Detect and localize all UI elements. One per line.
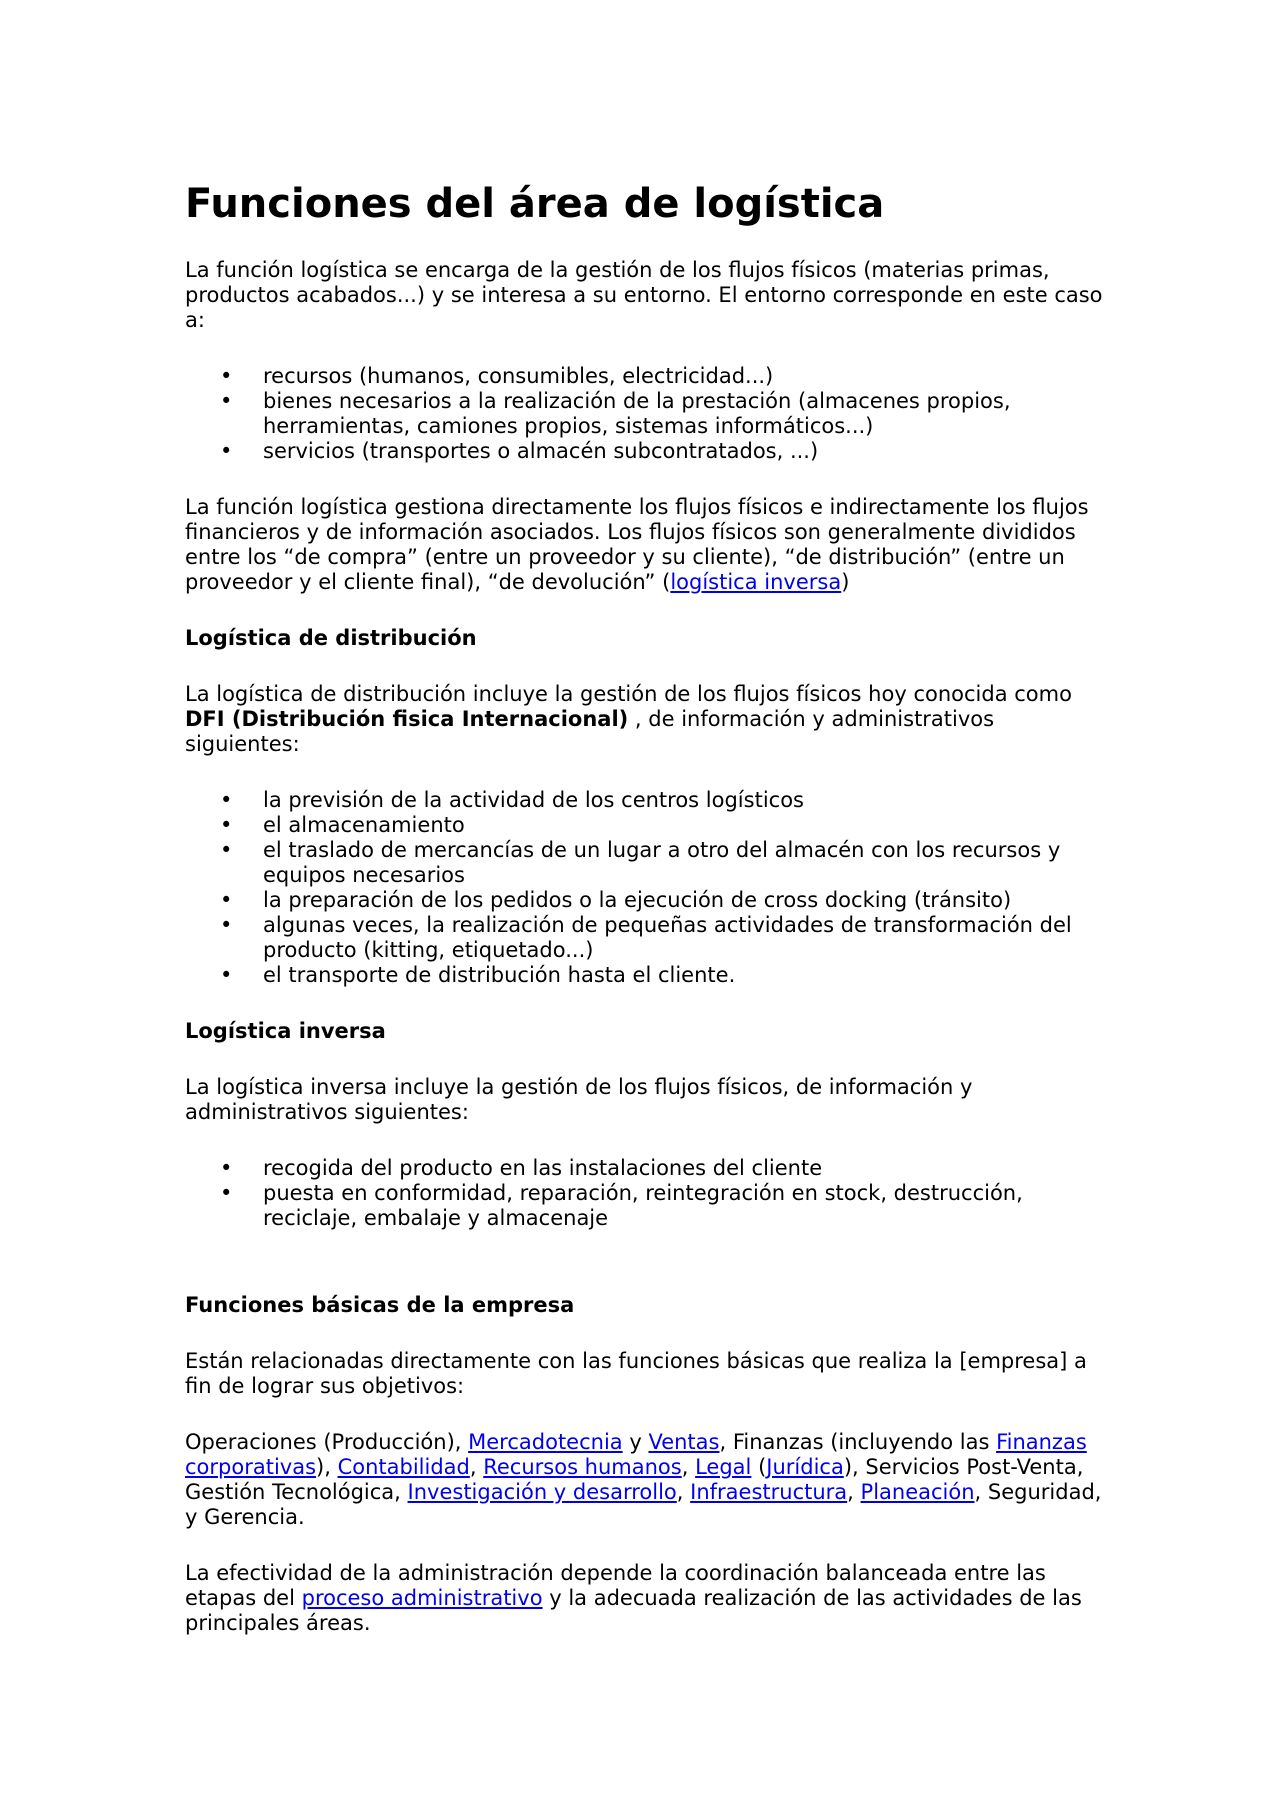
spacer — [185, 1262, 1115, 1293]
list-item: • recogida del producto en las instalaciones del cliente — [220, 1156, 823, 1180]
heading-inversa: Logística inversa — [185, 1019, 386, 1043]
link-planeacion[interactable]: Planeación — [860, 1480, 975, 1504]
bullet-icon: • — [220, 1181, 233, 1205]
link-logistica-inversa[interactable]: logística inversa — [670, 570, 842, 594]
list-item: • puesta en conformidad, reparación, reintegración en stock, destrucción, reciclaje, embalaje y almacenaje — [220, 1181, 1023, 1230]
list-item: • la preparación de los pedidos o la ejecución de cross docking (tránsito) — [220, 888, 1012, 912]
list-item: • bienes necesarios a la realización de la prestación (almacenes propios, herramientas, camiones propios, sistemas informáticos...) — [220, 389, 1011, 438]
bullet-icon: • — [220, 838, 233, 862]
link-finanzas-corporativas[interactable]: Finanzas corporativas — [185, 1430, 1087, 1479]
distribucion-list — [185, 788, 1115, 988]
link-contabilidad[interactable]: Contabilidad — [337, 1455, 470, 1479]
bullet-icon: • — [220, 913, 233, 937]
distribucion-paragraph: La logística de distribución incluye la gestión de los flujos físicos hoy conocida como DFI (Distribución fisica Internacional) , de información y administrativos siguientes: — [185, 682, 1072, 756]
bullet-icon: • — [220, 439, 233, 463]
inversa-paragraph: La logística inversa incluye la gestión de los flujos físicos, de información y administrativos siguientes: — [185, 1075, 973, 1124]
page-title: Funciones del área de logística — [185, 181, 885, 227]
bullet-icon: • — [220, 813, 233, 837]
list-item: • servicios (transportes o almacén subcontratados, ...) — [220, 439, 819, 463]
bullet-icon: • — [220, 1156, 233, 1180]
link-infraestructura[interactable]: Infraestructura — [690, 1480, 848, 1504]
bullet-icon: • — [220, 963, 233, 987]
entorno-list — [185, 364, 1115, 464]
bullet-icon: • — [220, 888, 233, 912]
bullet-icon: • — [220, 389, 233, 413]
heading-distribucion: Logística de distribución — [185, 626, 477, 650]
link-legal[interactable]: Legal — [695, 1455, 752, 1479]
dfi-bold: DFI (Distribución fisica Internacional) — [185, 707, 629, 731]
intro-paragraph: La función logística se encarga de la gestión de los flujos físicos (materias primas, productos acabados...) y se interesa a su entorno. El entorno corresponde en este caso a: — [185, 258, 1103, 332]
list-item: • recursos (humanos, consumibles, electricidad...) — [220, 364, 774, 388]
basicas-paragraph: Están relacionadas directamente con las funciones básicas que realiza la [empresa] a fin de lograr sus objetivos: — [185, 1349, 1087, 1398]
link-investigacion-desarrollo[interactable]: Investigación y desarrollo — [407, 1480, 677, 1504]
efectividad-paragraph: La efectividad de la administración depende la coordinación balanceada entre las etapas del proceso administrativo y la adecuada realización de las actividades de las principales áreas. — [185, 1561, 1082, 1635]
operaciones-paragraph: Operaciones (Producción), Mercadotecnia y Ventas, Finanzas (incluyendo las Finanzas corporativas), Contabilidad, Recursos humanos, Legal (Jurídica), Servicios Post-Venta, Gestión Tecnológica, Investigación y desarrollo, Infraestructura, Planeación, Seguridad, y Gerencia. — [185, 1430, 1102, 1529]
list-item: • algunas veces, la realización de pequeñas actividades de transformación del producto (kitting, etiquetado...) — [220, 913, 1072, 962]
bullet-icon: • — [220, 788, 233, 812]
link-recursos-humanos[interactable]: Recursos humanos — [483, 1455, 682, 1479]
list-item: • la previsión de la actividad de los centros logísticos — [220, 788, 804, 812]
link-mercadotecnia[interactable]: Mercadotecnia — [468, 1430, 623, 1454]
heading-funciones-basicas: Funciones básicas de la empresa — [185, 1293, 575, 1317]
inversa-list — [185, 1156, 1115, 1231]
link-ventas[interactable]: Ventas — [648, 1430, 720, 1454]
link-proceso-administrativo[interactable]: proceso administrativo — [301, 1586, 543, 1610]
list-item: • el transporte de distribución hasta el cliente. — [220, 963, 736, 987]
document-page — [185, 180, 1115, 1667]
link-juridica[interactable]: Jurídica — [766, 1455, 844, 1479]
flujos-paragraph: La función logística gestiona directamente los flujos físicos e indirectamente los flujos financieros y de información asociados. Los flujos físicos son generalmente divididos entre los “de compra” (entre un proveedor y su cliente), “de distribución” (entre un proveedor y el cliente final), “de devolución” (logística inversa) — [185, 495, 1089, 594]
list-item: • el traslado de mercancías de un lugar a otro del almacén con los recursos y equipos necesarios — [220, 838, 1061, 887]
list-item: • el almacenamiento — [220, 813, 465, 837]
bullet-icon: • — [220, 364, 233, 388]
